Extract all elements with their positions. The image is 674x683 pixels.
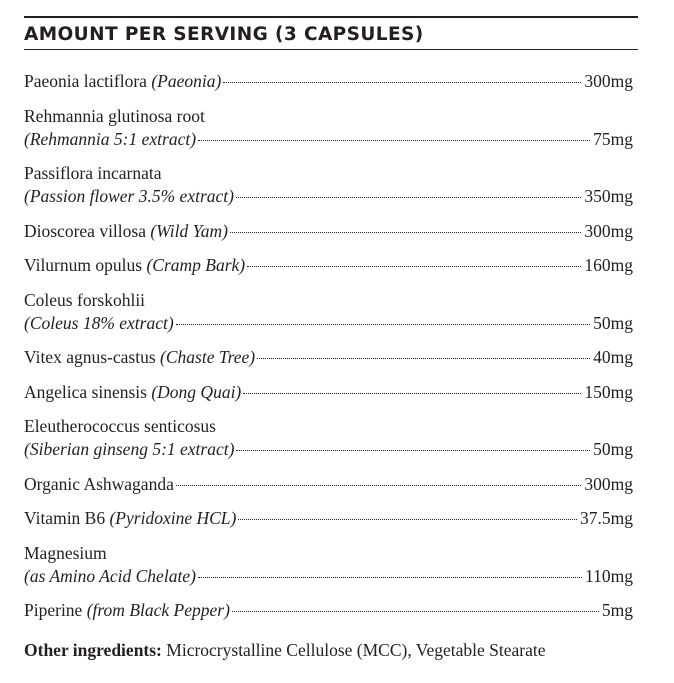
ingredient-latin: (Wild Yam) — [150, 220, 228, 241]
ingredient-row — [24, 473, 633, 496]
ingredient-row — [24, 162, 633, 208]
ingredient-row — [24, 415, 633, 461]
ingredient-amount: 75mg — [593, 128, 633, 149]
dot-leader — [198, 140, 590, 141]
ingredient-row — [24, 70, 633, 93]
ingredient-latin: (Dong Quai) — [151, 381, 242, 402]
ingredient-name: Piperine — [24, 600, 83, 620]
ingredient-name: Rehmannia glutinosa root — [24, 105, 205, 126]
ingredient-row — [24, 105, 633, 151]
dot-leader — [238, 519, 577, 520]
dot-leader — [176, 324, 590, 325]
ingredient-name: Passiflora incarnata — [24, 163, 162, 183]
ingredient-amount: 50mg — [593, 312, 633, 333]
ingredient-amount: 50mg — [593, 439, 633, 459]
ingredient-name: Magnesium — [24, 542, 107, 563]
ingredient-latin: (Siberian ginseng 5:1 extract) — [24, 439, 235, 459]
ingredient-list — [24, 70, 633, 634]
ingredient-amount: 300mg — [584, 71, 633, 91]
other-ingredients-label: Other ingredients: — [24, 640, 162, 660]
ingredient-row — [24, 220, 633, 243]
heading-rule — [24, 49, 638, 50]
dot-leader — [257, 358, 590, 359]
ingredient-row — [24, 381, 633, 404]
ingredient-name: Coleus forskohlii — [24, 289, 146, 310]
dot-leader — [232, 611, 599, 612]
ingredient-name: Dioscorea villosa — [24, 220, 146, 241]
ingredient-latin: (Pyridoxine HCL) — [109, 508, 237, 528]
ingredient-row — [24, 254, 633, 277]
other-ingredients-text: Microcrystalline Cellulose (MCC), Vegetable Stearate — [166, 640, 546, 660]
ingredient-latin: (as Amino Acid Chelate) — [24, 565, 196, 586]
dot-leader — [247, 266, 581, 267]
ingredient-amount: 160mg — [584, 255, 633, 275]
ingredient-name: Vilurnum opulus — [24, 255, 143, 275]
dot-leader — [198, 577, 582, 578]
ingredient-name: Organic Ashwaganda — [24, 473, 174, 494]
ingredient-latin: (Coleus 18% extract) — [24, 312, 174, 333]
ingredient-latin: (Rehmannia 5:1 extract) — [24, 128, 197, 149]
ingredient-amount: 300mg — [584, 473, 633, 494]
ingredient-name: Vitamin B6 — [24, 508, 106, 528]
dot-leader — [236, 197, 581, 198]
ingredient-row — [24, 289, 633, 335]
dot-leader — [223, 82, 581, 83]
dot-leader — [176, 485, 582, 486]
ingredient-row — [24, 599, 633, 622]
ingredient-latin: (Cramp Bark) — [146, 255, 246, 275]
ingredient-latin: (Paeonia) — [151, 71, 222, 91]
ingredient-amount: 5mg — [601, 600, 633, 620]
ingredient-amount: 37.5mg — [580, 508, 633, 528]
dot-leader — [230, 232, 581, 233]
supplement-facts-panel — [24, 16, 638, 50]
ingredient-latin: (from Black Pepper) — [86, 600, 230, 620]
ingredient-amount: 350mg — [584, 186, 633, 206]
ingredient-amount: 150mg — [584, 381, 633, 402]
ingredient-row — [24, 507, 633, 530]
ingredient-latin: (Chaste Tree) — [160, 347, 256, 367]
ingredient-amount: 40mg — [593, 347, 633, 367]
ingredient-amount: 110mg — [585, 565, 633, 586]
ingredient-row — [24, 346, 633, 369]
ingredient-name: Eleutherococcus senticosus — [24, 416, 216, 436]
serving-heading: AMOUNT PER SERVING (3 CAPSULES) — [24, 24, 424, 45]
ingredient-name: Paeonia lactiflora — [24, 71, 147, 91]
ingredient-latin: (Passion flower 3.5% extract) — [24, 186, 234, 206]
other-ingredients — [24, 639, 644, 662]
ingredient-amount: 300mg — [584, 220, 633, 241]
dot-leader — [236, 450, 590, 451]
ingredient-name: Angelica sinensis — [24, 381, 147, 402]
ingredient-name: Vitex agnus-castus — [24, 347, 156, 367]
dot-leader — [243, 393, 581, 394]
ingredient-row — [24, 542, 633, 588]
